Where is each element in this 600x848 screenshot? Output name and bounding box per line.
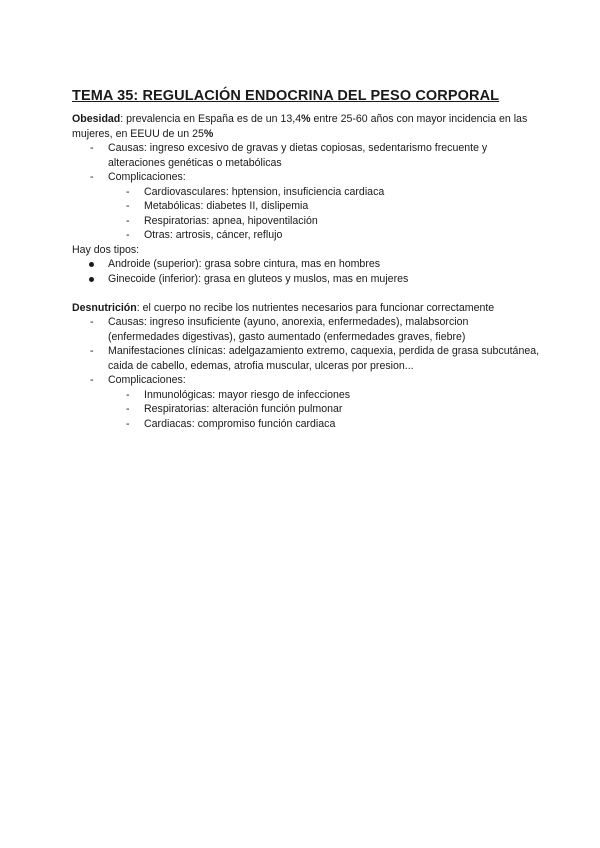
desnutricion-list bbox=[72, 315, 540, 388]
list-item: - Inmunológicas: mayor riesgo de infecciones bbox=[126, 388, 351, 401]
list-item: - Cardiacas: compromiso función cardiaca bbox=[126, 417, 336, 430]
tipos-label: Hay dos tipos: bbox=[72, 243, 140, 256]
list-item: - Complicaciones: bbox=[90, 374, 186, 386]
list-item: - Respiratorias: apnea, hipoventilación bbox=[126, 214, 318, 227]
list-item: Ginecoide (inferior): grasa en gluteos y muslos, mas en mujeres bbox=[72, 272, 540, 287]
list-item: - Causas: ingreso excesivo de gravas y dietas copiosas, sedentarismo frecuente y alteraciones genéticas o metabólicas bbox=[90, 142, 488, 169]
desnutricion-label: Desnutrición bbox=[72, 301, 137, 314]
list-item: - Metabólicas: diabetes II, dislipemia bbox=[126, 200, 309, 212]
desnutricion-complicaciones-list bbox=[72, 388, 540, 432]
obesidad-list bbox=[72, 141, 540, 185]
bullet-icon bbox=[89, 277, 94, 282]
obesidad-complicaciones-list bbox=[72, 185, 540, 243]
page-title: TEMA 35: REGULACIÓN ENDOCRINA DEL PESO CORPORAL bbox=[72, 88, 500, 104]
list-item: - Manifestaciones clínicas: adelgazamiento extremo, caquexia, perdida de grasa subcutánea, caida de cabello, edemas, atrofia muscular, ulceras por presion... bbox=[90, 345, 540, 372]
list-item: - Causas: ingreso insuficiente (ayuno, anorexia, enfermedades), malabsorcion (enfermedades digestivas), gasto aumentado (enfermedades graves, fiebre) bbox=[90, 316, 469, 343]
list-item: - Respiratorias: alteración función pulmonar bbox=[126, 403, 343, 415]
desnutricion-intro: Desnutrición: el cuerpo no recibe los nutrientes necesarios para funcionar correctamente bbox=[72, 301, 495, 314]
obesidad-label: Obesidad bbox=[72, 113, 121, 125]
obesidad-intro: Obesidad: prevalencia en España es de un 13,4% entre 25-60 años con mayor incidencia en las mujeres, en EEUU de un 25% bbox=[72, 113, 528, 140]
bullet-icon bbox=[89, 262, 94, 267]
list-item: - Cardiovasculares: hptension, insuficiencia cardiaca bbox=[126, 185, 385, 198]
list-item: Androide (superior): grasa sobre cintura, mas en hombres bbox=[72, 257, 540, 272]
tipos-list bbox=[72, 257, 540, 286]
list-item: - Otras: artrosis, cáncer, reflujo bbox=[126, 229, 283, 241]
list-item: - Complicaciones: bbox=[90, 171, 186, 183]
